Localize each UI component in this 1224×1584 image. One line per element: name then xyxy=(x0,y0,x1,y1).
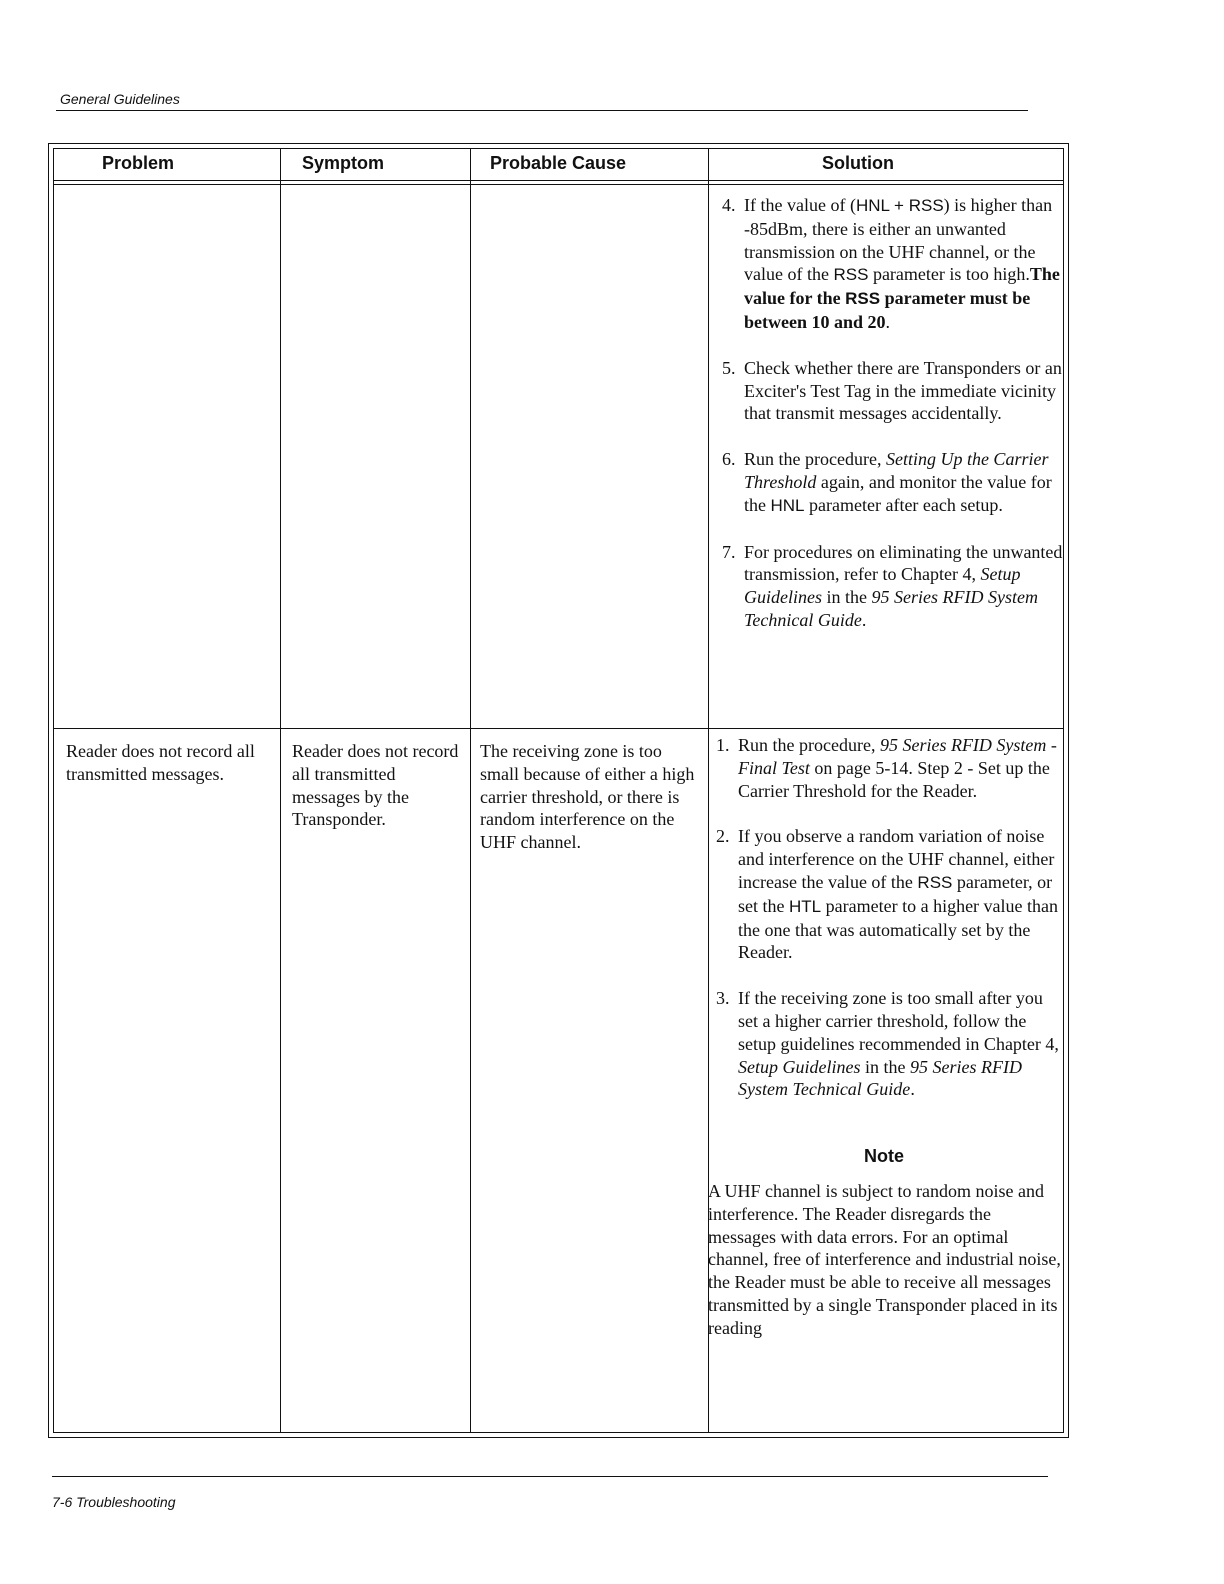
column-divider-2 xyxy=(470,149,471,1432)
row-separator xyxy=(54,728,1063,729)
troubleshooting-table xyxy=(48,143,1069,1438)
footer-rule xyxy=(52,1476,1048,1477)
column-header-problem: Problem xyxy=(102,153,175,173)
note-text: A UHF channel is subject to random noise and interference. The Reader disregards the messages with data errors. For an optimal channel, free of interference and industrial noise, the Reader must be able to receive all messages transmitted by a single Transponder placed in its reading xyxy=(708,1180,1061,1338)
solution-step: 3. If the receiving zone is too small after you set a higher carrier threshold, follow the setup guidelines recommended in Chapter 4, Setup Guidelines in the 95 Series RFID System Technical Guide. xyxy=(716,988,1059,1100)
solution-step: 1. Run the procedure, 95 Series RFID System - Final Test on page 5-14. Step 2 - Set up the Carrier Threshold for the Reader. xyxy=(716,735,1057,801)
solution-step: 2. If you observe a random variation of noise and interference on the UHF channel, either increase the value of the RSS parameter, or set the HTL parameter to a higher value than the one that was automatically set by the Reader. xyxy=(716,826,1059,963)
column-header-solution: Solution xyxy=(822,153,894,173)
solution-step: 4. If the value of (HNL + RSS) is higher than -85dBm, there is either an unwanted transmission on the UHF channel, or the value of the RSS parameter is too high.The value for the RSS parameter must be between 10 and 20. xyxy=(722,195,1060,332)
column-header-probable-cause: Probable Cause xyxy=(490,153,627,173)
running-footer: 7-6 Troubleshooting xyxy=(52,1494,176,1510)
row2-solution xyxy=(706,734,1062,1340)
row2-problem: Reader does not record all transmitted messages. xyxy=(66,741,255,784)
solution-step: 5. Check whether there are Transponders or an Exciter's Test Tag in the immediate vicinity that transmit messages accidentally. xyxy=(722,357,1062,424)
row2-probable-cause: The receiving zone is too small because of either a high carrier threshold, or there is random interference on the UHF channel. xyxy=(480,741,695,853)
solution-step: 7. For procedures on eliminating the unwanted transmission, refer to Chapter 4, Setup Guidelines in the 95 Series RFID System Technical Guide. xyxy=(722,541,1063,630)
running-header: General Guidelines xyxy=(60,91,180,107)
solution-step: 6. Run the procedure, Setting Up the Carrier Threshold again, and monitor the value for the HNL parameter after each setup. xyxy=(722,449,1052,515)
header-separator-2 xyxy=(54,184,1063,185)
row2-symptom: Reader does not record all transmitted messages by the Transponder. xyxy=(292,741,459,830)
row1-solution xyxy=(712,194,1064,632)
header-separator xyxy=(54,180,1063,181)
table-inner-border xyxy=(53,148,1064,1433)
header-rule xyxy=(56,110,1028,111)
column-divider-1 xyxy=(280,149,281,1432)
column-header-symptom: Symptom xyxy=(302,153,385,173)
note-title: Note xyxy=(864,1146,904,1167)
